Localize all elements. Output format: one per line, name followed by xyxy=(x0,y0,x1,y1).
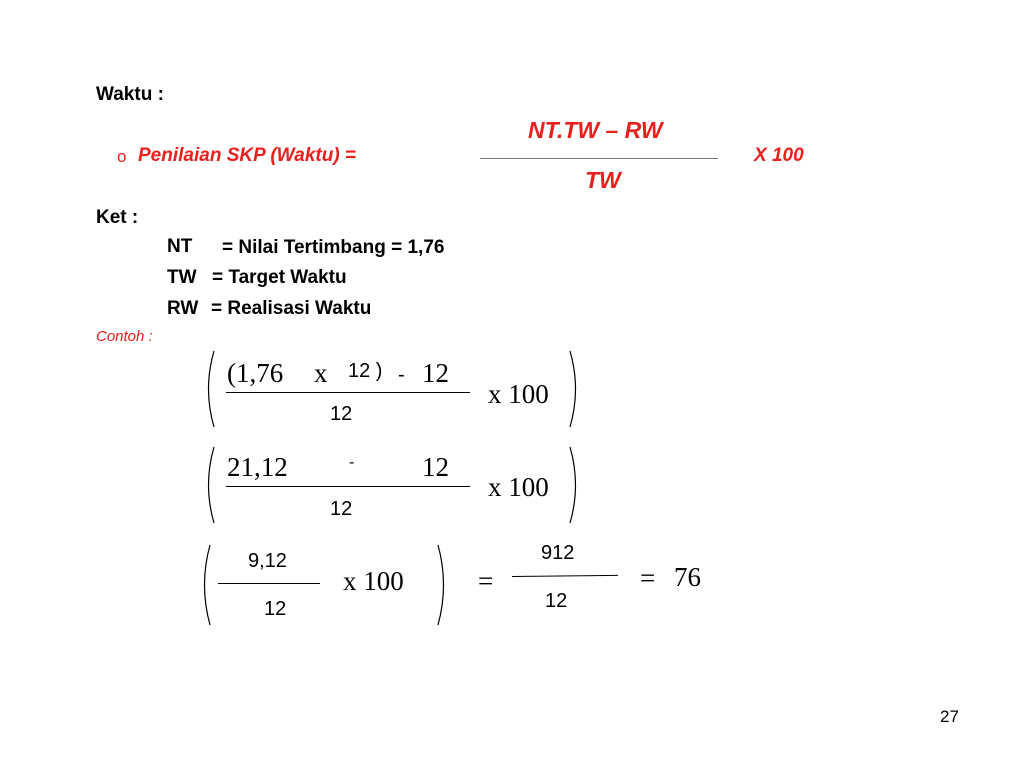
example-3-result-num: 912 xyxy=(541,542,575,564)
example-1-left-paren xyxy=(202,350,216,428)
ket-item-tw-abbr: TW xyxy=(167,267,197,288)
ket-item-tw-text: = Target Waktu xyxy=(212,267,347,288)
formula-fraction-bar xyxy=(480,158,718,159)
example-2-num-minus: - xyxy=(349,454,355,471)
example-3-result-den: 12 xyxy=(545,590,568,612)
ket-item-rw-abbr: RW xyxy=(167,298,199,319)
example-3-multiplier: x 100 xyxy=(343,566,404,596)
section-heading: Waktu : xyxy=(96,84,164,105)
example-2-right-paren xyxy=(568,446,582,524)
example-3-num-a: 9,12 xyxy=(248,550,287,572)
example-2-left-paren xyxy=(202,446,216,524)
example-1-right-paren xyxy=(568,350,582,428)
example-1-num-c: 12 xyxy=(422,358,449,388)
ket-item-rw-text: = Realisasi Waktu xyxy=(211,298,372,319)
example-3-fraction-bar xyxy=(218,583,320,584)
ket-item-nt-abbr: NT xyxy=(167,236,193,257)
example-1-num-b: 12 ) xyxy=(348,360,383,382)
formula-label: Penilaian SKP (Waktu) = xyxy=(138,145,357,166)
example-2-num-a: 21,12 xyxy=(227,452,288,482)
ket-item-nt-text: = Nilai Tertimbang = 1,76 xyxy=(222,237,445,258)
example-2-fraction-bar xyxy=(226,486,470,487)
formula-numerator: NT.TW – RW xyxy=(528,117,663,143)
example-1-multiplier: x 100 xyxy=(488,379,549,409)
bullet-icon: o xyxy=(117,147,127,166)
example-2-num-c: 12 xyxy=(422,452,449,482)
example-1-den: 12 xyxy=(330,403,353,425)
example-3-equals-2: = xyxy=(640,563,656,593)
example-2-den: 12 xyxy=(330,498,353,520)
example-1-num-a: (1,76 xyxy=(227,358,284,388)
example-3-result-fraction-bar xyxy=(512,575,618,577)
formula-denominator: TW xyxy=(585,167,621,193)
example-3-left-paren xyxy=(198,544,212,626)
contoh-label: Contoh : xyxy=(96,328,153,345)
example-3-den: 12 xyxy=(264,598,287,620)
ket-title: Ket : xyxy=(96,207,139,228)
formula-multiplier: X 100 xyxy=(754,145,804,166)
example-1-num-minus: - xyxy=(398,364,405,386)
example-1-fraction-bar xyxy=(226,392,470,393)
example-3-equals-1: = xyxy=(478,566,494,596)
example-1-num-x: x xyxy=(314,358,328,388)
page-number: 27 xyxy=(940,707,959,726)
example-3-result: 76 xyxy=(674,562,701,592)
example-3-right-paren xyxy=(436,544,450,626)
example-2-multiplier: x 100 xyxy=(488,472,549,502)
